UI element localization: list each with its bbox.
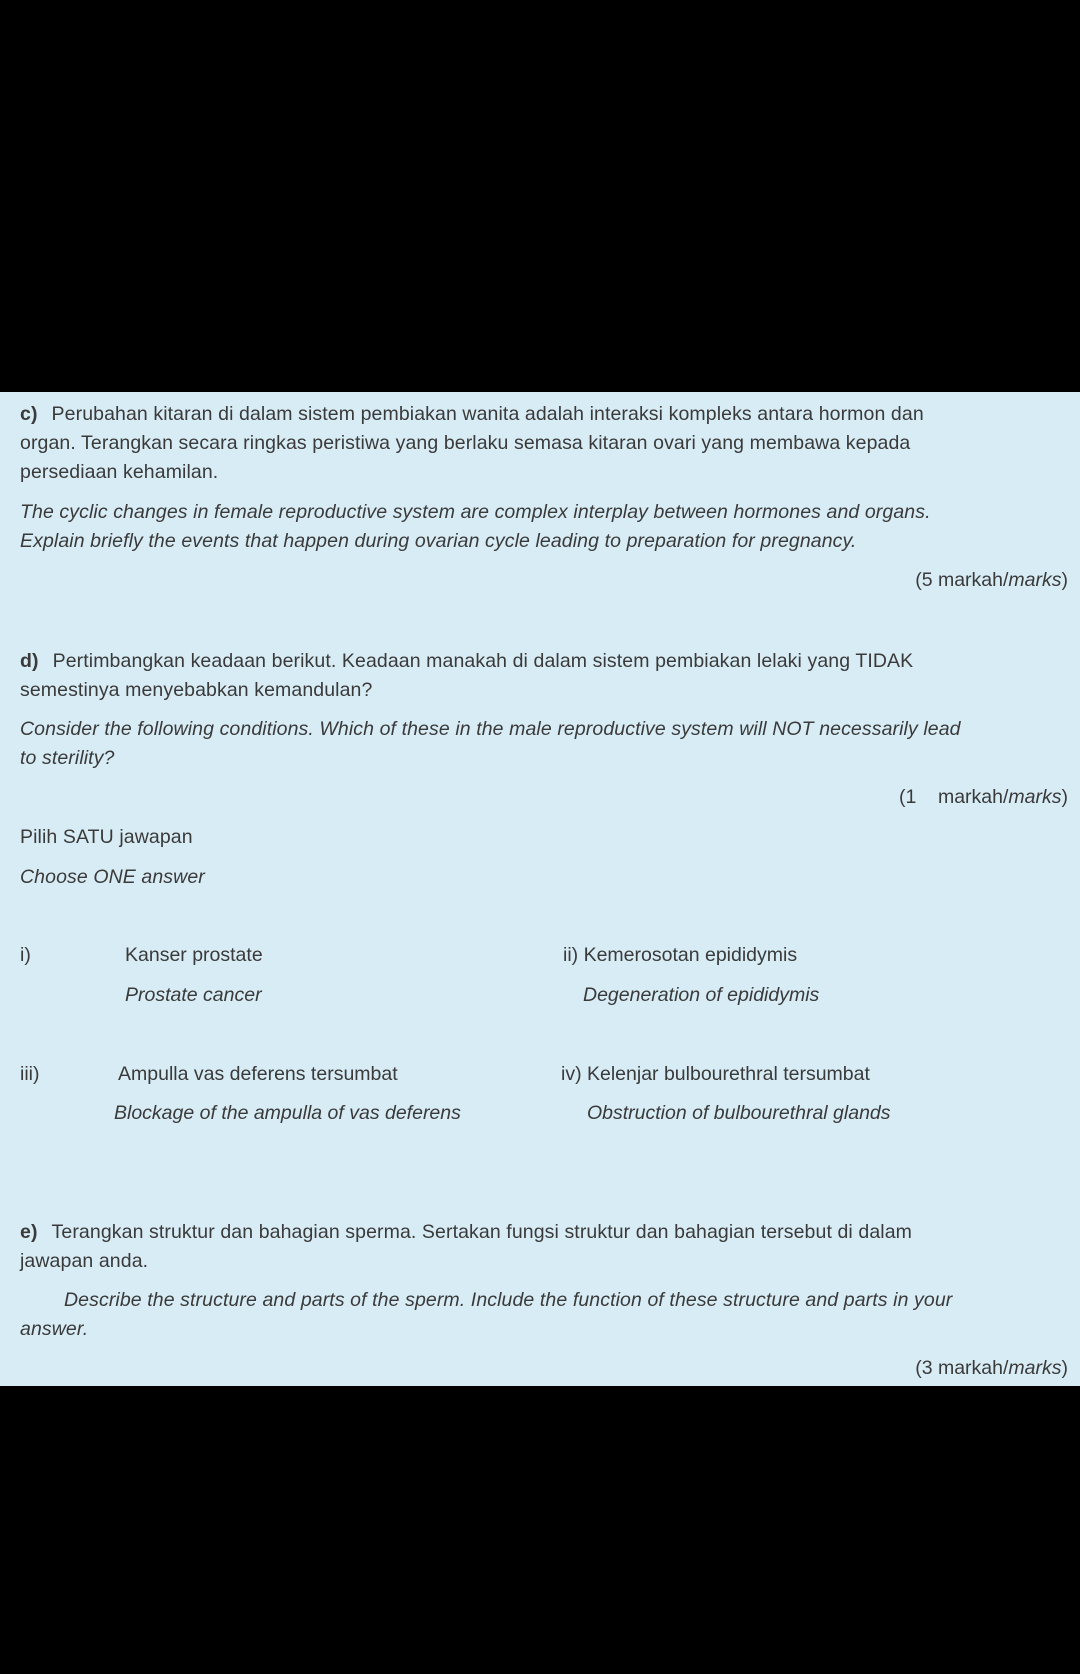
- option-i-number: i): [20, 944, 31, 966]
- question-e-marks-en: marks: [1008, 1357, 1062, 1379]
- question-c-en-line-2: Explain briefly the events that happen during ovarian cycle leading to preparation for pregnancy.: [20, 530, 857, 552]
- option-ii-ms: ii) Kemerosotan epididymis: [563, 944, 798, 966]
- question-d-marks-close: ): [1061, 786, 1068, 808]
- question-c-label: c): [20, 403, 38, 425]
- question-e-en-line-2: answer.: [20, 1318, 89, 1340]
- option-iv-ms: iv) Kelenjar bulbourethral tersumbat: [561, 1063, 870, 1085]
- question-e-label: e): [20, 1221, 38, 1243]
- question-d-en-line-2: to sterility?: [20, 747, 115, 769]
- question-d-ms-line-1: [20, 650, 913, 673]
- question-d-label: d): [20, 650, 39, 672]
- option-i-en: Prostate cancer: [125, 984, 262, 1006]
- question-e-marks-ms: (3 markah/: [915, 1357, 1009, 1379]
- question-d-ms-line-2: semestinya menyebabkan kemandulan?: [20, 679, 373, 701]
- question-c-marks-close: ): [1061, 569, 1068, 591]
- question-c-en-line-1: The cyclic changes in female reproductive system are complex interplay between hormones and organs.: [20, 501, 931, 523]
- question-c-marks-en: marks: [1008, 569, 1062, 591]
- question-e-ms-text-1: Terangkan struktur dan bahagian sperma. Sertakan fungsi struktur dan bahagian tersebut di dalam: [51, 1221, 912, 1243]
- choose-instruction-ms: Pilih SATU jawapan: [20, 826, 193, 848]
- question-c-ms-line-2: organ. Terangkan secara ringkas peristiwa yang berlaku semasa kitaran ovari yang membawa kepada: [20, 432, 911, 454]
- question-d-ms-text-1: Pertimbangkan keadaan berikut. Keadaan manakah di dalam sistem pembiakan lelaki yang TIDAK: [52, 650, 914, 672]
- option-iii-en: Blockage of the ampulla of vas deferens: [114, 1102, 461, 1124]
- choose-instruction-en: Choose ONE answer: [20, 866, 205, 888]
- question-e-ms-line-2: jawapan anda.: [20, 1250, 149, 1272]
- question-e-marks-close: ): [1061, 1357, 1068, 1379]
- question-e-en-line-1: Describe the structure and parts of the sperm. Include the function of these structure and parts in your: [64, 1289, 953, 1311]
- question-c-marks-ms: (5 markah/: [915, 569, 1009, 591]
- question-d-en-line-1: Consider the following conditions. Which of these in the male reproductive system will NOT necessarily lead: [20, 718, 961, 740]
- question-panel: [0, 392, 1080, 1386]
- question-c-ms-line-3: persediaan kehamilan.: [20, 461, 219, 483]
- question-c-marks: [915, 569, 1068, 592]
- option-i-ms: Kanser prostate: [125, 944, 263, 966]
- question-e-ms-line-1: [20, 1221, 912, 1244]
- option-iii-ms: Ampulla vas deferens tersumbat: [118, 1063, 398, 1085]
- question-d-marks-ms: (1 markah/: [898, 786, 1009, 808]
- option-ii-en: Degeneration of epididymis: [583, 984, 820, 1006]
- option-iv-en: Obstruction of bulbourethral glands: [587, 1102, 891, 1124]
- question-e-marks: [915, 1357, 1068, 1380]
- question-d-marks: [899, 786, 1068, 809]
- question-d-marks-en: marks: [1008, 786, 1062, 808]
- option-iii-number: iii): [20, 1063, 40, 1085]
- question-c-ms-text-1: Perubahan kitaran di dalam sistem pembiakan wanita adalah interaksi kompleks antara hormon dan: [51, 403, 924, 425]
- question-c-ms-line-1: [20, 403, 924, 426]
